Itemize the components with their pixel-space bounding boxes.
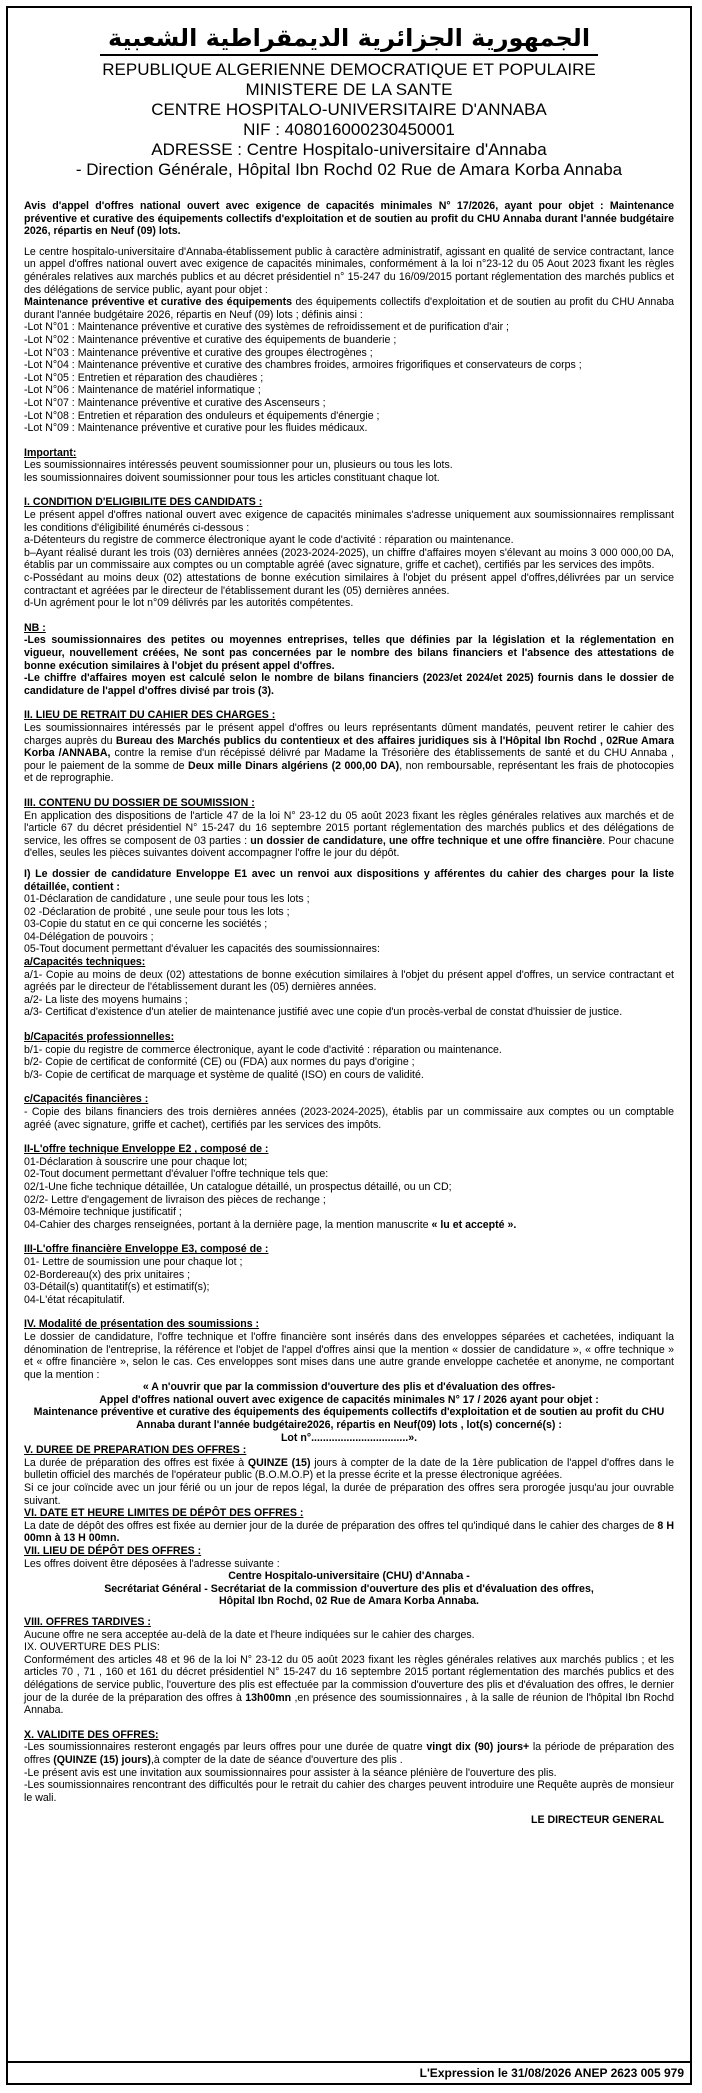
section-10-title: X. VALIDITE DES OFFRES: [24, 1728, 159, 1741]
nb-title: NB : [24, 621, 46, 634]
s7-address-1: Centre Hospitalo-universitaire (CHU) d'Annaba - [228, 1570, 470, 1583]
e2-item-6: 04-Cahier des charges renseignées, portant à la dernière page, la mention manuscrite « lu et accepté ». [24, 1218, 517, 1231]
section-7-title: VII. LIEU DE DÉPÔT DES OFFRES : [24, 1545, 202, 1557]
s4-mention-1: « A n'ouvrir que par la commission d'ouverture des plis et d'évaluation des offres- [142, 1381, 556, 1394]
header-line-6: - Direction Générale, Hôpital Ibn Rochd 02 Rue de Amara Korba Annaba [75, 160, 623, 179]
s5-paragraph: La durée de préparation des offres est fixée à QUINZE (15) jours à compter de la date de la 1ère publication de l'appel d'offres dans le bulletin officiel des marchés de l'opérateur public (B.O.M.O.P) et la presse écrite et la presse électronique agréées. [24, 1456, 674, 1482]
s9-paragraph: Conformément des articles 48 et 96 de la loi N° 23-12 du 05 août 2023 fixant les règles générales relatives aux marchés publics ; et les articles 70 , 71 , 160 et 161 du décret présidentiel N° 15-247 du 16 septembre 2015 portant réglementation des marchés publics et des délégations de service public, l'ouverture des plis est effectuée par la commission d'ouverture des plis et d'évaluation des offres, le dernier jour de la durée de la préparation des offres à 13h00mn ,en présence des soumissionnaires , à la salle de réunion de l'hôpital Ibn Rochd Annaba. [24, 1653, 675, 1717]
lot-8: -Lot N°08 : Entretien et réparation des onduleurs et équipements d'énergie ; [24, 409, 380, 422]
nb-text-2: -Le chiffre d'affaires moyen est calculé selon le nombre de bilans financiers (2023/et 2024/et 2025) fournis dans le dossier de candidature de l'appel d'offres divisé par trois (3). [24, 672, 674, 697]
s4-mention-3: Maintenance préventive et curative des équipements des équipements collectifs d'exploitation et de soutien au profit du CHU Annaba durant l'année budgétaire2026, répartis en Neuf(09) lots , lot(s) concerné(s) : [33, 1406, 665, 1432]
s1-line-3: b–Ayant réalisé durant les trois (03) dernières années (2023-2024-2025), un chiffre d'affaires moyen s'élevant au moins 3 000 000,00 DA, établis par un commissaire aux comptes ou un comptable agréé (avec signature, griffe et cachet), certifiés par les services des impôts. [24, 546, 674, 572]
e3-title: III-L'offre financière Enveloppe E3, composé de : [24, 1243, 269, 1256]
capacites-professionnelles-title: b/Capacités professionnelles: [24, 1031, 175, 1044]
section-1-title: I. CONDITION D'ELIGIBILITE DES CANDIDATS : [24, 496, 263, 509]
section-2-title: II. LIEU DE RETRAIT DU CAHIER DES CHARGES : [24, 709, 276, 722]
s10-paragraph-2: -Le présent avis est une invitation aux soumissionnaires pour assister à la séance plénière de l'ouverture des plis. [24, 1766, 557, 1779]
e2-item-3: 02/1-Une fiche technique détaillée, Un catalogue détaillé, un prospectus détaillé, ou un CD; [24, 1180, 452, 1193]
s5-note: Si ce jour coïncide avec un jour férié ou un jour de repos légal, la durée de préparation des offres sera prorogée jusqu'au jour ouvrable suivant. [24, 1482, 674, 1507]
e2-item-4: 02/2- Lettre d'engagement de livraison des pièces de rechange ; [24, 1193, 326, 1206]
e1-item-5: 05-Tout document permettant d'évaluer les capacités des soumissionnaires: [24, 943, 380, 956]
important-title: Important: [24, 446, 77, 459]
lot-6: -Lot N°06 : Maintenance de matériel informatique ; [24, 384, 261, 397]
b-item-3: b/3- Copie de certificat de marquage et système de qualité (ISO) en cours de validité. [24, 1068, 424, 1081]
lot-1: -Lot N°01 : Maintenance préventive et curative des systèmes de refroidissement et de purification d'air ; [24, 321, 509, 334]
s1-line-4: c-Possédant au moins deux (02) attestations de bonne exécution similaires à l'objet du présent appel d'offres,délivrées par un service contractant et agréées par le directeur de l'établissement durant les (05) dernières années. [24, 572, 674, 597]
lot-3: -Lot N°03 : Maintenance préventive et curative des groupes électrogènes ; [24, 346, 373, 359]
nb-text-1: -Les soumissionnaires des petites ou moyennes entreprises, telles que définies par la législation et la réglementation en vigueur, nouvellement créées, Ne sont pas concernées par le nombre des bilans financiers et l'absence des attestations de bonne exécution similaires à l'objet du présent appel d'offres. [24, 634, 674, 672]
s7-address-3: Hôpital Ibn Rochd, 02 Rue de Amara Korba Annaba. [219, 1595, 479, 1608]
s7-intro: Les offres doivent être déposées à l'adresse suivante : [24, 1557, 280, 1570]
b-item-1: b/1- copie du registre de commerce électronique, ayant le code d'activité : réparation ou maintenance. [24, 1043, 502, 1056]
section-6-title: VI. DATE ET HEURE LIMITES DE DÉPÔT DES OFFRES : [24, 1507, 304, 1520]
capacites-financieres-title: c/Capacités financières : [24, 1093, 149, 1106]
header-line-2: MINISTERE DE LA SANTE [245, 80, 453, 99]
e1-item-3: 03-Copie du statut en ce qui concerne les sociétés ; [24, 918, 268, 931]
a-item-1: a/1- Copie au moins de deux (02) attestations de bonne exécution similaires à l'objet du présent appel d'offres, un service contractant et agréés par le directeur de l'établissement durant les (05) dernières années. [24, 968, 674, 994]
e2-item-1: 01-Déclaration à souscrire une pour chaque lot; [24, 1155, 248, 1168]
s1-line-2: a-Détenteurs du registre de commerce électronique ayant le code d'activité : réparation ou maintenance. [24, 534, 514, 547]
lot-2: -Lot N°02 : Maintenance préventive et curative des équipements de buanderie ; [24, 333, 397, 346]
lot-7: -Lot N°07 : Maintenance préventive et curative des Ascenseurs ; [24, 396, 326, 409]
b-item-2: b/2- Copie de certificat de conformité (CE) ou (FDA) aux normes du pays d'origine ; [24, 1056, 415, 1069]
footer: L'Expression le 31/08/2026 ANEP 2623 005 979 [6, 2061, 692, 2083]
e3-item-3: 03-Détail(s) quantitatif(s) et estimatif(s); [24, 1281, 210, 1294]
signature: LE DIRECTEUR GENERAL [530, 1814, 664, 1827]
section-9-title: IX. OUVERTURE DES PLIS: [24, 1641, 160, 1654]
s4-mention-2: Appel d'offres national ouvert avec exigence de capacités minimales N° 17 / 2026 ayant pour objet : [99, 1393, 599, 1406]
a-item-2: a/2- La liste des moyens humains ; [24, 993, 188, 1006]
capacites-techniques-title: a/Capacités techniques: [24, 956, 146, 969]
section-5-title: V. DUREE DE PREPARATION DES OFFRES : [24, 1444, 247, 1457]
s10-paragraph-1: -Les soumissionnaires resteront engagés par leurs offres pour une durée de quatre vingt dix (90) jours+ la période de préparation des offres (QUINZE (15) jours),à compter de la date de séance d'ouverture des plis . [24, 1741, 674, 1766]
s3-paragraph: En application des dispositions de l'article 47 de la loi N° 23-12 du 05 août 2023 fixant les règles générales relatives aux marchés et de l'article 67 du décret présidentiel N° 15-247 du 16 septembre 2015 portant réglementation des marchés publics et des délégations de service, les offres se composent de 03 parties : un dossier de candidature, une offre technique et une offre financière. Pour chacune d'elles, seules les pièces suivantes doivent accompagner l'offre le jour du dépôt. [24, 809, 674, 860]
e2-title: II-L'offre technique Enveloppe E2 , composé de : [24, 1143, 269, 1156]
arabic-title: الجمهورية الجزائرية الديمقراطية الشعبية [24, 24, 674, 52]
s4-mention-4: Lot n°.................................». [280, 1431, 418, 1444]
section-3-title: III. CONTENU DU DOSSIER DE SOUMISSION : [24, 796, 255, 809]
section-4-title: IV. Modalité de présentation des soumissions : [24, 1318, 260, 1331]
header-block [24, 60, 674, 180]
lot-4: -Lot N°04 : Maintenance préventive et curative des chambres froides, armoires frigorifiques et conservateurs de corps ; [24, 359, 582, 372]
e2-item-2: 02-Tout document permettant d'évaluer l'offre technique tels que: [24, 1168, 329, 1181]
s1-line-5: d-Un agrément pour le lot n°09 délivrés par les autorités compétentes. [24, 597, 354, 610]
e3-item-4: 04-L'état récapitulatif. [24, 1293, 125, 1306]
e1-title: I) Le dossier de candidature Enveloppe E1 avec un renvoi aux dispositions y afférentes du cahier des charges pour la liste détaillée, contient : [24, 867, 674, 893]
lot-5: -Lot N°05 : Entretien et réparation des chaudières ; [24, 371, 264, 384]
important-line-2: les soumissionnaires doivent soumissionner pour tous les articles constituant chaque lot. [24, 471, 440, 484]
s4-paragraph: Le dossier de candidature, l'offre technique et l'offre financière sont insérés dans des enveloppes séparées et cachetées, indiquant la dénomination de l'entreprise, la référence et l'objet de l'appel d'offres ainsi que la mention « dossier de candidature », « offre technique » et « offre financière », selon le cas. Ces enveloppes sont mises dans une autre grande enveloppe cachetée et anonyme, ne comportant que la mention : [24, 1330, 674, 1381]
s2-paragraph: Les soumissionnaires intéressés par le présent appel d'offres ou leurs représentants dûment mandatés, peuvent retirer le cahier des charges auprès du Bureau des Marchés publics du contentieux et des affaires juridiques sis à l'Hôpital Ibn Rochd , 02Rue Amara Korba /ANNABA, contre la remise d'un récépissé délivré par Madame la Trésorière des établissements de santé et du CHU Annaba , pour le paiement de la somme de Deux mille Dinars algériens (2 000,00 DA), non remboursable, représentant les frais de photocopies et de reprographie. [24, 721, 675, 785]
section-8-title: VIII. OFFRES TARDIVES : [24, 1615, 151, 1628]
avis-paragraph: Le centre hospitalo-universitaire d'Annaba-établissement public à caractère administratif, agissant en qualité de service contractant, lance un appel d'offres national ouvert avec exigence de capacités minimales, conformément à la loi n°23-12 du 05 Aout 2023 fixant les règles générales relatives aux marchés publics et au décret présidentiel n° 15-247 du 16/09/2015 portant réglementation des marchés publics et des délégations de service public, ayant pour objet : Maintenance préventive et curative des équipements des équipements collectifs d'exploitation et de soutien au profit du CHU Annaba durant l'année budgétaire 2026, répartis en Neuf (09) lots ; définis ainsi : [24, 245, 674, 321]
header-line-4: NIF : 408016000230450001 [243, 120, 455, 139]
avis-intro: Avis d'appel d'offres national ouvert avec exigence de capacités minimales N° 17/2026, ayant pour objet : Maintenance préventive et curative des équipements collectifs d'exploitation et de soutien au profit du CHU Annaba durant l'année budgétaire 2026, répartis en Neuf (09) lots. [24, 200, 674, 238]
s10-paragraph-3: -Les soumissionnaires rencontrant des difficultés pour le retrait du cahier des charges peuvent introduire une Requête auprès de monsieur le wali. [24, 1779, 674, 1804]
tender-notice [6, 6, 692, 2085]
header-line-5: ADRESSE : Centre Hospitalo-universitaire d'Annaba [151, 140, 547, 159]
c-item-1: - Copie des bilans financiers des trois dernières années (2023-2024-2025), établis par un commissaire aux comptes ou un comptable agréé (avec signature, griffe et cachet), certifiés par les services des impôts. [24, 1106, 674, 1131]
s1-line-1: Le présent appel d'offres national ouvert avec exigence de capacités minimales s'adresse uniquement aux soumissionnaires remplissant les conditions d'éligibilité énumérés ci-dessous : [24, 509, 674, 534]
a-item-3: a/3- Certificat d'existence d'un atelier de maintenance justifié avec une copie d'un procès-verbal de constat d'huissier de justice. [24, 1006, 623, 1019]
s8-text: Aucune offre ne sera acceptée au-delà de la date et l'heure indiquées sur le cahier des charges. [24, 1628, 475, 1641]
e1-item-4: 04-Délégation de pouvoirs ; [24, 930, 154, 943]
e1-item-2: 02 -Déclaration de probité , une seule pour tous les lots ; [24, 905, 290, 918]
e2-item-5: 03-Mémoire technique justificatif ; [24, 1206, 182, 1219]
e3-item-1: 01- Lettre de soumission une pour chaque lot ; [24, 1255, 243, 1268]
notice-body [24, 200, 674, 1827]
important-line-1: Les soumissionnaires intéressés peuvent soumissionner pour un, plusieurs ou tous les lots. [24, 459, 453, 472]
e1-item-1: 01-Déclaration de candidature , une seule pour tous les lots ; [24, 893, 310, 906]
header-line-3: CENTRE HOSPITALO-UNIVERSITAIRE D'ANNABA [151, 100, 547, 119]
s7-address-2: Secrétariat Général - Secrétariat de la commission d'ouverture des plis et d'évaluation des offres, [104, 1582, 594, 1595]
lot-9: -Lot N°09 : Maintenance préventive et curative pour les fluides médicaux. [24, 422, 368, 435]
header-line-1: REPUBLIQUE ALGERIENNE DEMOCRATIQUE ET POPULAIRE [102, 60, 596, 79]
e3-item-2: 02-Bordereau(x) des prix unitaires ; [24, 1268, 191, 1281]
s6-paragraph: La date de dépôt des offres est fixée au dernier jour de la durée de préparation des offres tel qu'indiqué dans le cahier des charges de 8 H 00mn à 13 H 00mn. [24, 1519, 674, 1545]
